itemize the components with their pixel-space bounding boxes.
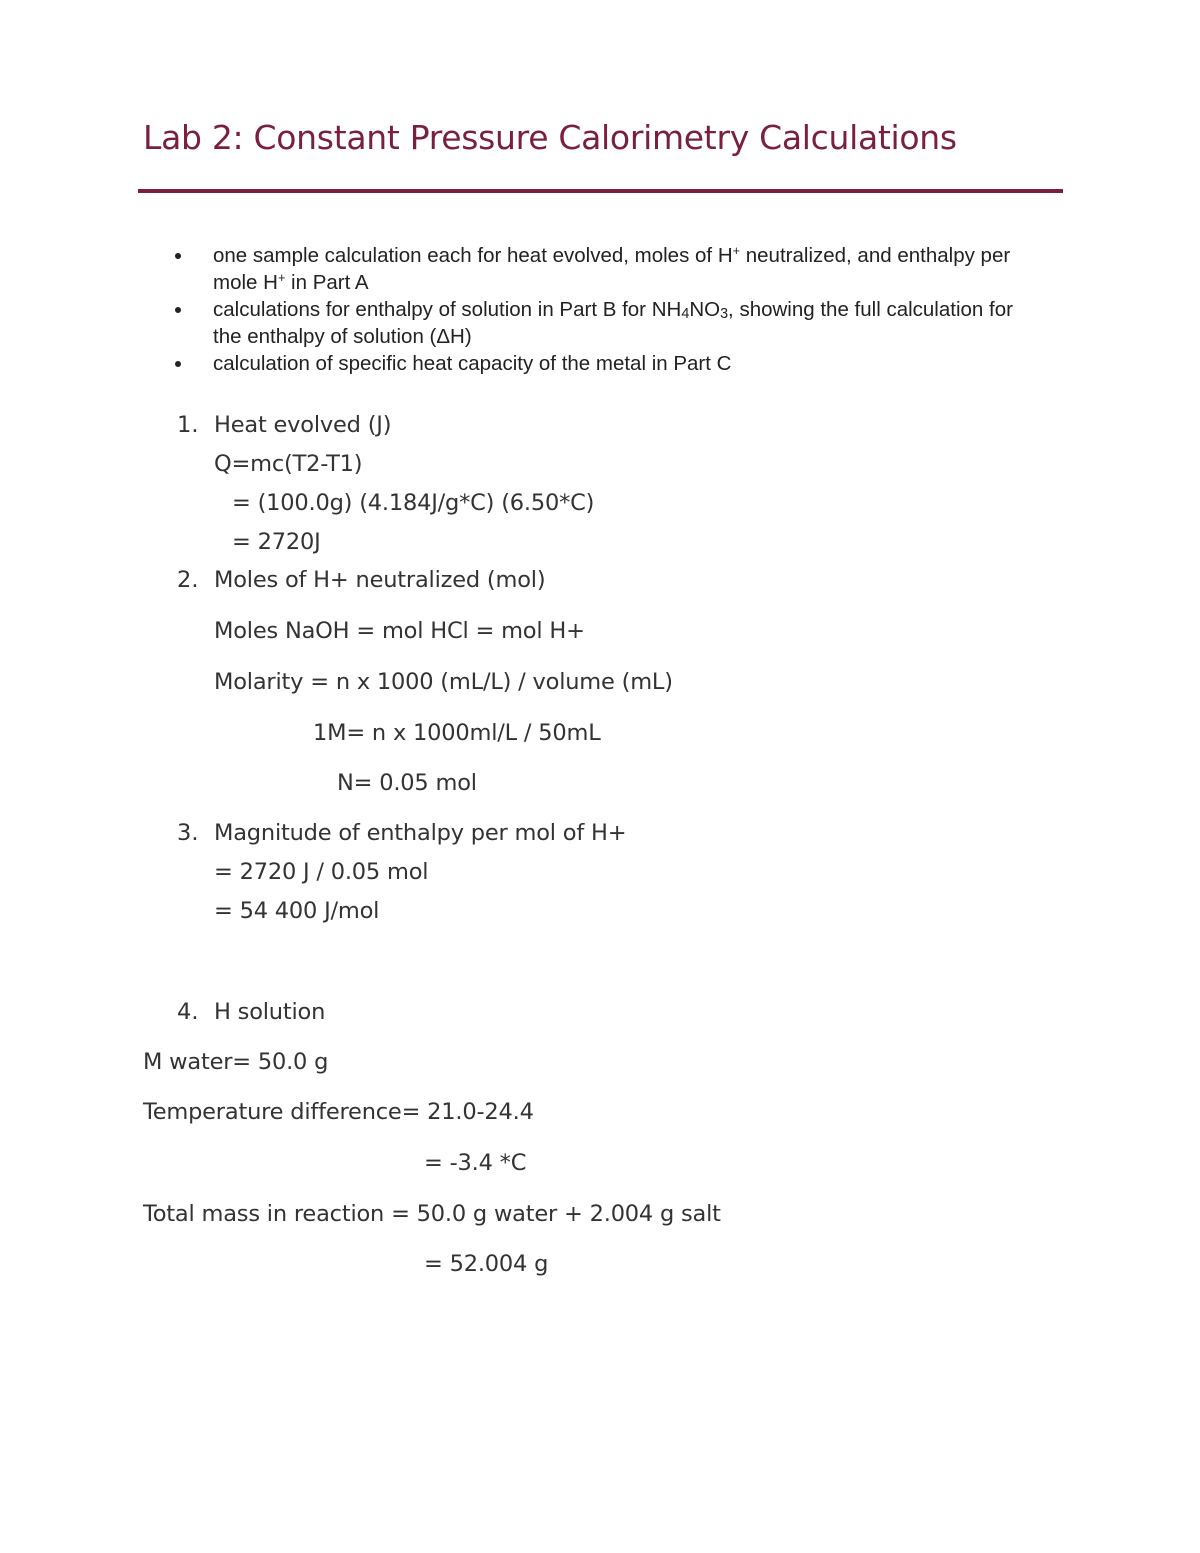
bullet-text: in Part A bbox=[285, 271, 369, 294]
list-item bbox=[170, 242, 1030, 296]
calc-line: Total mass in reaction = 50.0 g water + 2.004 g salt bbox=[143, 1201, 721, 1227]
calc-line: N= 0.05 mol bbox=[337, 770, 477, 796]
bullet-icon bbox=[175, 361, 181, 367]
calc-line: = 54 400 J/mol bbox=[214, 898, 380, 924]
calc-line: Moles NaOH = mol HCl = mol H+ bbox=[214, 618, 585, 644]
item-heading: Moles of H+ neutralized (mol) bbox=[214, 567, 546, 593]
list-item bbox=[170, 350, 1030, 377]
bullet-text: calculation of specific heat capacity of the metal in Part C bbox=[213, 352, 732, 375]
bullet-icon bbox=[175, 307, 181, 313]
calc-line: = 2720 J / 0.05 mol bbox=[214, 859, 429, 885]
bullet-text: NO bbox=[689, 298, 721, 321]
bullet-text: neutralized, and enthalpy per mole H bbox=[213, 244, 1011, 294]
calc-line: 1M= n x 1000ml/L / 50mL bbox=[313, 720, 601, 746]
item-number: 3. bbox=[177, 820, 199, 846]
item-number: 4. bbox=[177, 999, 199, 1025]
item-heading: H solution bbox=[214, 999, 326, 1025]
item-number: 1. bbox=[177, 412, 199, 438]
superscript: + bbox=[277, 270, 286, 286]
subscript: 4 bbox=[681, 306, 690, 323]
bullet-text: calculations for enthalpy of solution in Part B for NH bbox=[213, 298, 682, 321]
subscript: 3 bbox=[720, 306, 729, 323]
bullet-text: one sample calculation each for heat evolved, moles of H bbox=[213, 244, 733, 267]
requirements-list bbox=[170, 242, 1030, 377]
title-underline bbox=[138, 189, 1063, 193]
list-item bbox=[170, 296, 1030, 350]
item-heading: Heat evolved (J) bbox=[214, 412, 392, 438]
item-number: 2. bbox=[177, 567, 199, 593]
calc-line: Temperature difference= 21.0-24.4 bbox=[143, 1099, 534, 1125]
item-heading: Magnitude of enthalpy per mol of H+ bbox=[214, 820, 627, 846]
calc-line: Q=mc(T2-T1) bbox=[214, 451, 363, 477]
calc-line: Molarity = n x 1000 (mL/L) / volume (mL) bbox=[214, 669, 673, 695]
calc-line: = (100.0g) (4.184J/g*C) (6.50*C) bbox=[232, 490, 595, 516]
superscript: + bbox=[732, 243, 741, 259]
page-title: Lab 2: Constant Pressure Calorimetry Calculations bbox=[143, 118, 957, 157]
calc-line: = 2720J bbox=[232, 529, 321, 555]
calc-line: = -3.4 *C bbox=[424, 1150, 527, 1176]
calc-line: M water= 50.0 g bbox=[143, 1049, 329, 1075]
calc-line: = 52.004 g bbox=[424, 1251, 549, 1277]
bullet-icon bbox=[175, 253, 181, 259]
bullet-text: , showing the full calculation for the enthalpy of solution (ΔH) bbox=[213, 298, 1013, 348]
